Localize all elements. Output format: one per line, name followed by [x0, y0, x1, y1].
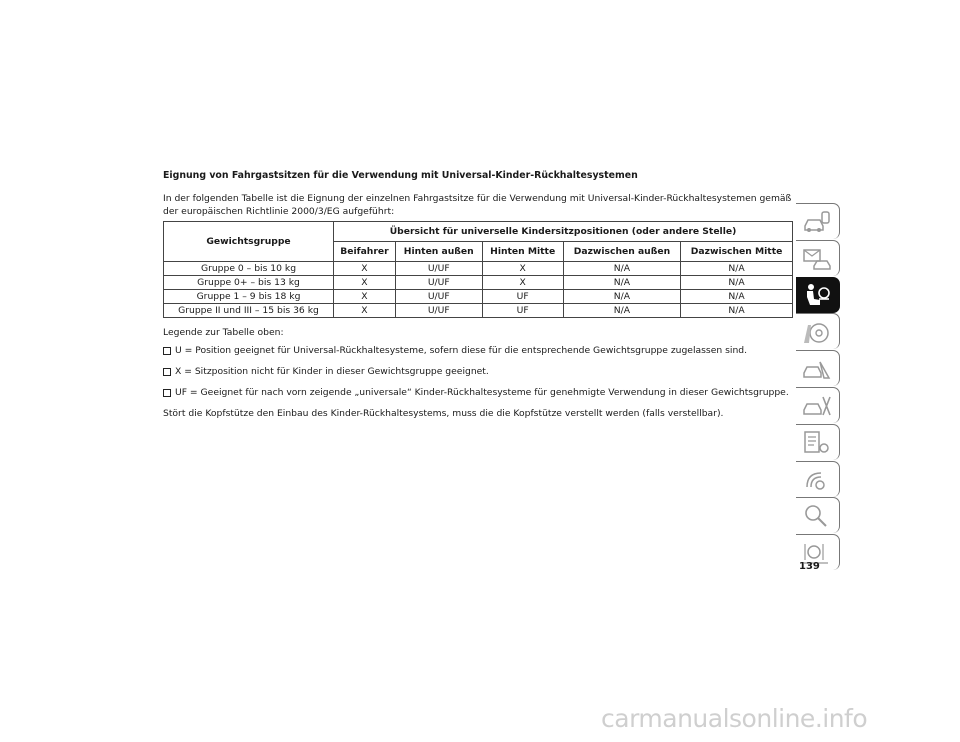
chapter-tab-multimedia[interactable] — [796, 461, 840, 497]
table-cell: Gruppe 1 – 9 bis 18 kg — [164, 290, 334, 304]
table-cell: N/A — [681, 304, 793, 318]
table-cell: U/UF — [395, 304, 482, 318]
legend-text: U = Position geeignet für Universal-Rückhaltesysteme, sofern diese für die entsprechende Gewichtsgruppe zugelassen sind. — [175, 345, 748, 356]
chapter-tab-servicing[interactable] — [796, 387, 840, 423]
table-cell: U/UF — [395, 276, 482, 290]
chapter-tab-starting-driving[interactable] — [796, 313, 840, 349]
legend-title: Legende zur Tabelle oben: — [163, 327, 284, 338]
table-row — [164, 262, 793, 276]
bullet-box-icon — [163, 368, 171, 376]
chapter-tab-safety[interactable] — [796, 277, 840, 313]
steering-wheel-icon — [802, 319, 832, 345]
closing-paragraph: Stört die Kopfstütze den Einbau des Kinder-Rückhaltesystems, muss die die Kopfstütze verstellt werden (falls verstellbar). — [163, 408, 724, 419]
intro-paragraph: In der folgenden Tabelle ist die Eignung der einzelnen Fahrgastsitze für die Verwendung mit Universal-Kinder-Rückhaltesystemen gemäß der europäischen Richtlinie 2000/3/EG aufgeführt: — [163, 193, 792, 217]
watermark: carmanualsonline.info — [601, 704, 868, 733]
chapter-tab-emergency[interactable] — [796, 350, 840, 386]
col-header: Beifahrer — [334, 242, 396, 262]
table-cell: N/A — [563, 290, 680, 304]
table-row — [164, 276, 793, 290]
suitability-table — [163, 221, 793, 318]
legend-item — [163, 387, 793, 398]
table-cell: Gruppe II und III – 15 bis 36 kg — [164, 304, 334, 318]
table-cell: X — [334, 276, 396, 290]
legend-text: UF = Geeignet für nach vorn zeigende „universale“ Kinder-Rückhaltesysteme für genehmigte Verwendung in dieser Gewichtsgruppe. — [175, 387, 789, 398]
mail-car-icon — [802, 246, 832, 272]
col-header: Dazwischen Mitte — [681, 242, 793, 262]
table-cell: N/A — [563, 262, 680, 276]
table-cell: UF — [482, 290, 563, 304]
bullet-box-icon — [163, 389, 171, 397]
chapter-tab-dashboard[interactable] — [796, 240, 840, 276]
magnifier-icon — [802, 503, 832, 529]
multimedia-icon — [802, 467, 832, 493]
table-cell: N/A — [681, 276, 793, 290]
chapter-tab-sidebar — [796, 203, 840, 571]
table-cell: UF — [482, 304, 563, 318]
car-crash-icon — [802, 356, 832, 382]
car-key-icon — [802, 209, 832, 235]
page-content — [163, 170, 793, 419]
table-cell: X — [334, 304, 396, 318]
table-row — [164, 290, 793, 304]
table-cell: N/A — [681, 290, 793, 304]
car-tools-icon — [802, 393, 832, 419]
table-cell: N/A — [563, 276, 680, 290]
table-cell: Gruppe 0 – bis 10 kg — [164, 262, 334, 276]
chapter-tab-search[interactable] — [796, 497, 840, 533]
table-cell: N/A — [681, 262, 793, 276]
group-header: Gewichtsgruppe — [164, 222, 334, 262]
table-cell: X — [334, 290, 396, 304]
table-row — [164, 304, 793, 318]
bullet-box-icon — [163, 347, 171, 355]
table-cell: X — [482, 262, 563, 276]
chapter-tab-getting-to-know[interactable] — [796, 203, 840, 239]
table-cell: X — [334, 262, 396, 276]
table-cell: Gruppe 0+ – bis 13 kg — [164, 276, 334, 290]
table-cell: U/UF — [395, 262, 482, 276]
col-header: Dazwischen außen — [563, 242, 680, 262]
legend-item — [163, 366, 793, 377]
chapter-tab-technical[interactable] — [796, 424, 840, 460]
table-cell: U/UF — [395, 290, 482, 304]
legend-item — [163, 345, 793, 356]
section-heading: Eignung von Fahrgastsitzen für die Verwendung mit Universal-Kinder-Rückhaltesystemen — [163, 170, 638, 181]
overview-header: Übersicht für universelle Kindersitzpositionen (oder andere Stelle) — [334, 222, 793, 242]
legend-text: X = Sitzposition nicht für Kinder in dieser Gewichtsgruppe geeignet. — [175, 366, 489, 377]
seat-airbag-icon — [802, 283, 832, 309]
page-number: 139 — [799, 561, 820, 572]
col-header: Hinten außen — [395, 242, 482, 262]
table-cell: X — [482, 276, 563, 290]
col-header: Hinten Mitte — [482, 242, 563, 262]
maintenance-list-icon — [802, 430, 832, 456]
table-cell: N/A — [563, 304, 680, 318]
